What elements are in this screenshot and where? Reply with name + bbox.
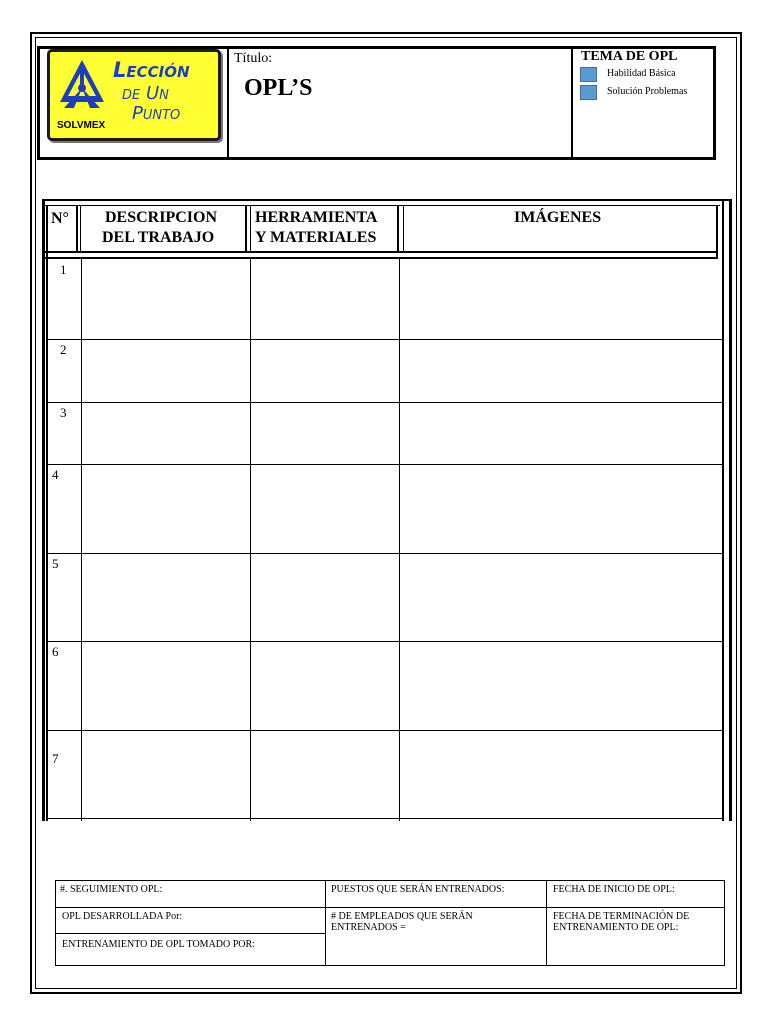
header-divider (571, 46, 573, 160)
row-number: 4 (52, 467, 59, 482)
title-label: Título: (234, 51, 273, 66)
header-col-divider (245, 205, 247, 253)
herramienta-cell[interactable] (251, 260, 398, 338)
fecha-inicio-label: FECHA DE INICIO DE OPL: (553, 884, 675, 895)
empleados-label: # DE EMPLEADOS QUE SERÁN (331, 911, 473, 922)
logo-text-line1: Lección (113, 58, 190, 82)
column-header-imagenes: IMÁGENES (514, 209, 602, 226)
footer-row-divider (55, 933, 325, 934)
body-col-divider (250, 259, 251, 821)
column-header-descripcion-2: DEL TRABAJO (102, 229, 215, 246)
footer-col-divider (325, 880, 326, 966)
row-number: 6 (52, 644, 59, 659)
table-right-rule (722, 199, 724, 821)
tema-option-label: Habilidad Básica (607, 68, 676, 79)
imagen-cell[interactable] (400, 260, 721, 338)
desarrollada-label: OPL DESARROLLADA Por: (62, 911, 183, 922)
table-top-rule (45, 205, 720, 206)
header-col-divider (80, 205, 81, 253)
seguimiento-label: #. SEGUIMIENTO OPL: (60, 884, 163, 895)
header-col-divider (250, 205, 251, 253)
title-value[interactable]: OPL’S (244, 75, 313, 101)
row-separator (48, 339, 722, 340)
row-number: 7 (52, 751, 59, 766)
column-header-herramienta: HERRAMIENTA (255, 209, 378, 226)
row-separator (48, 464, 722, 465)
header-col-divider (397, 205, 399, 253)
column-header-numero: N° (51, 210, 69, 227)
entrenamiento-label: ENTRENAMIENTO DE OPL TOMADO POR: (62, 939, 255, 950)
row-number: 2 (60, 342, 67, 357)
tema-option-label: Solución Problemas (607, 86, 688, 97)
row-separator (48, 402, 722, 403)
checkbox-icon[interactable] (580, 67, 597, 82)
footer-col-divider (546, 880, 547, 966)
row-number: 3 (60, 405, 67, 420)
row-separator (48, 553, 722, 554)
fecha-terminacion-label-2: ENTRENAMIENTO DE OPL: (553, 922, 679, 933)
row-separator (48, 818, 722, 819)
logo-text-line2: de Un (122, 83, 169, 104)
puestos-label: PUESTOS QUE SERÁN ENTRENADOS: (331, 884, 505, 895)
tema-heading: TEMA DE OPL (581, 49, 678, 64)
descripcion-cell[interactable] (82, 260, 249, 338)
body-col-divider (399, 259, 400, 821)
header-col-divider (76, 205, 78, 253)
row-separator (48, 730, 722, 731)
footer-row-divider (55, 907, 725, 908)
empleados-label-2: ENTRENADOS = (331, 922, 406, 933)
header-bottom-rule (45, 257, 717, 259)
fecha-terminacion-label: FECHA DE TERMINACIÓN DE (553, 911, 690, 922)
row-separator (48, 641, 722, 642)
checkbox-icon[interactable] (580, 85, 597, 100)
header-divider (227, 46, 229, 160)
column-header-descripcion: DESCRIPCION (105, 209, 218, 226)
leccion-un-punto-logo (47, 49, 221, 141)
table-left-rule (46, 205, 48, 821)
row-number: 5 (52, 556, 59, 571)
header-bottom-rule (45, 251, 717, 253)
row-number: 1 (60, 262, 67, 277)
header-col-divider (403, 205, 404, 253)
logo-brand: SOLVMEX (57, 120, 106, 131)
triangle-emblem-icon (54, 58, 110, 122)
body-col-divider (81, 259, 82, 821)
column-header-herramienta-2: Y MATERIALES (255, 229, 377, 246)
logo-text-line3: Punto (132, 103, 181, 124)
